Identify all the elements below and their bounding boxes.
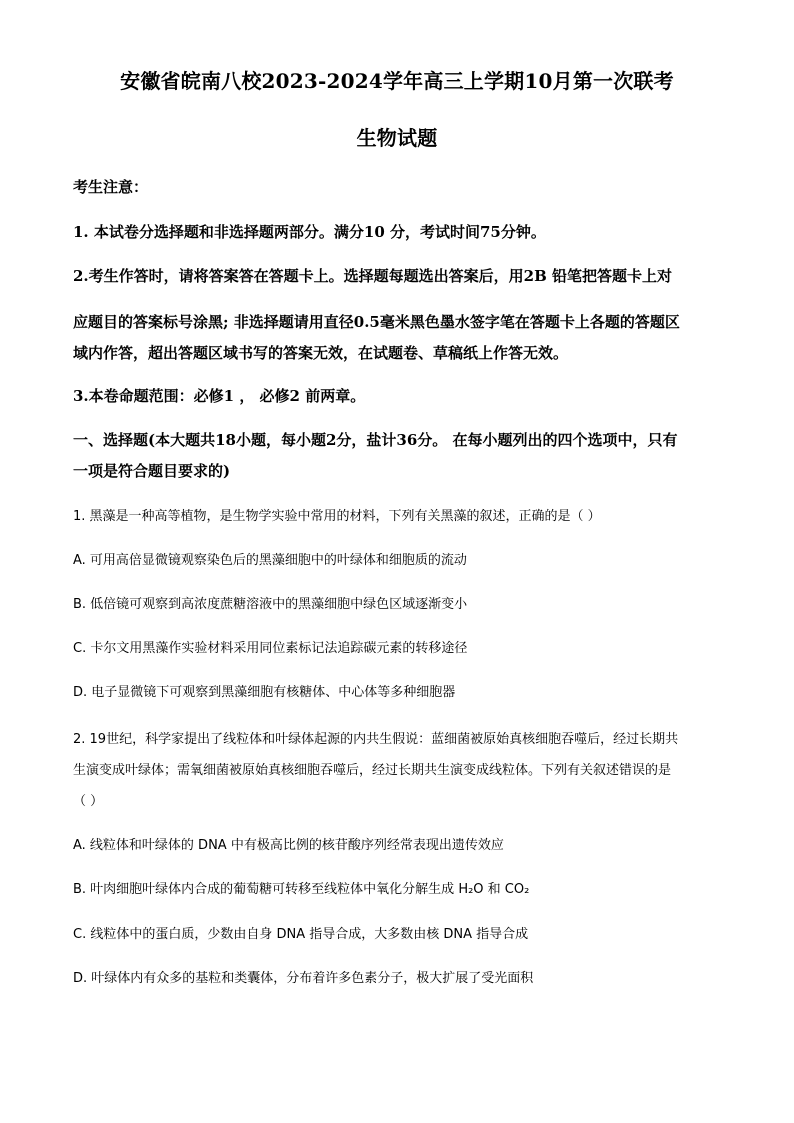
section-heading-line-2: 一项是符合题目要求的) [73, 462, 231, 480]
question-2-stem-line-2: 生演变成叶绿体；需氧细菌被原始真核细胞吞噬后，经过长期共生演变成线粒体。下列有关叙述错误的是 [73, 763, 672, 778]
notice-item-3: 3.本卷命题范围：必修1 ， 必修2 前两章。 [73, 387, 366, 405]
notice-heading: 考生注意： [73, 178, 149, 196]
section-heading-line-1: 一、选择题(本大题共18小题，每小题2分，盐计36分。 在每小题列出的四个选项中，只有 [73, 431, 678, 449]
notice-item-1: 1. 本试卷分选择题和非选择题两部分。满分10 分，考试时间75分钟。 [73, 223, 546, 241]
question-1-option-b: B. 低倍镜可观察到高浓度蔗糖溶液中的黑藻细胞中绿色区域逐渐变小 [73, 597, 468, 612]
question-1-option-c: C. 卡尔文用黑藻作实验材料采用同位素标记法追踪碳元素的转移途径 [73, 641, 468, 656]
question-2-stem-line-3: （ ） [73, 794, 104, 809]
question-1-stem: 1. 黑藻是一种高等植物，是生物学实验中常用的材料，下列有关黑藻的叙述，正确的是（ ） [73, 509, 601, 524]
notice-item-2-line-3: 域内作答，超出答题区域书写的答案无效，在试题卷、草稿纸上作答无效。 [73, 344, 569, 362]
question-1-option-a: A. 可用高倍显微镜观察染色后的黑藻细胞中的叶绿体和细胞质的流动 [73, 553, 467, 568]
question-2-option-d: D. 叶绿体内有众多的基粒和类囊体，分布着许多色素分子，极大扩展了受光面积 [73, 971, 534, 986]
exam-subtitle: 生物试题 [356, 126, 438, 150]
question-1-option-d: D. 电子显微镜下可观察到黑藻细胞有核糖体、中心体等多种细胞器 [73, 685, 456, 700]
notice-item-2-line-2: 应题目的答案标号涂黑; 非选择题请用直径0.5毫米黑色墨水签字笔在答题卡上各题的答题区 [73, 313, 680, 331]
question-2-option-b: B. 叶肉细胞叶绿体内合成的葡萄糖可转移至线粒体中氧化分解生成 H₂O 和 CO₂ [73, 882, 530, 897]
question-2-option-a: A. 线粒体和叶绿体的 DNA 中有极高比例的核苷酸序列经常表现出遗传效应 [73, 838, 504, 853]
exam-title: 安徽省皖南八校2023-2024学年高三上学期10月第一次联考 [120, 69, 674, 93]
question-2-stem-line-1: 2. 19世纪，科学家提出了线粒体和叶绿体起源的内共生假说：蓝细菌被原始真核细胞吞噬后，经过长期共 [73, 732, 679, 747]
notice-item-2-line-1: 2.考生作答时，请将答案答在答题卡上。选择题每题选出答案后，用2B 铅笔把答题卡上对 [73, 267, 673, 285]
question-2-option-c: C. 线粒体中的蛋白质，少数由自身 DNA 指导合成，大多数由核 DNA 指导合成 [73, 927, 529, 942]
